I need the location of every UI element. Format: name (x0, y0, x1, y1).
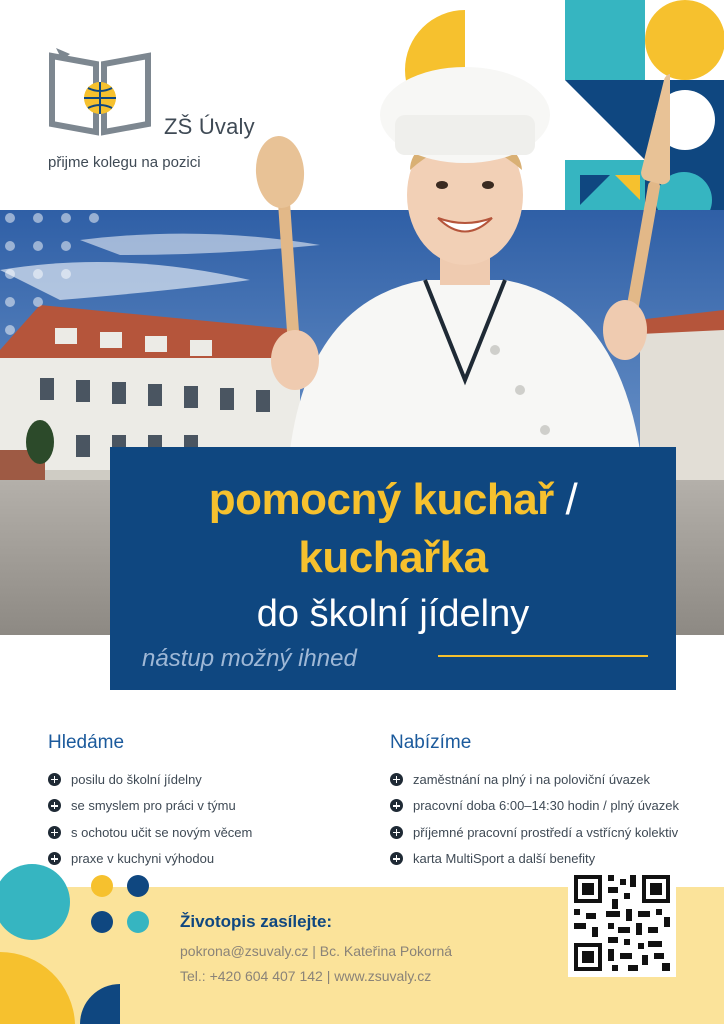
seeking-section (48, 732, 378, 872)
seeking-heading: Hledáme (48, 732, 125, 753)
start-note: nástup možný ihned (142, 645, 357, 672)
title-divider (438, 655, 648, 657)
list-item (390, 819, 720, 846)
cv-heading: Životopis zasílejte: (180, 912, 333, 931)
position-title-main: pomocný kuchař (208, 475, 554, 524)
title-slash: / (565, 475, 578, 524)
list-item-text: pracovní doba 6:00–14:30 hodin / plný úvazek (413, 798, 679, 814)
qr-code[interactable] (568, 869, 676, 977)
offering-list (390, 766, 720, 872)
plus-circle-icon (390, 773, 403, 786)
plus-circle-icon (48, 799, 61, 812)
position-title-line3: do školní jídelny (256, 593, 530, 635)
list-item (48, 766, 378, 793)
list-item (48, 819, 378, 846)
contact-email-line[interactable]: pokrona@zsuvaly.cz | Bc. Kateřina Pokorná (180, 943, 453, 959)
footer-decoration (0, 862, 170, 1024)
offering-heading: Nabízíme (390, 732, 472, 753)
list-item-text: zaměstnání na plný i na poloviční úvazek (413, 771, 651, 787)
plus-circle-icon (390, 852, 403, 865)
book-globe-logo (48, 48, 152, 136)
contact-info (180, 939, 452, 989)
list-item-text: příjemné pracovní prostředí a vstřícný kolektiv (413, 824, 679, 840)
position-title-box (110, 447, 676, 690)
list-item (48, 793, 378, 820)
list-item (390, 793, 720, 820)
position-title-line1 (110, 475, 676, 525)
offering-section (390, 732, 720, 872)
plus-circle-icon (48, 773, 61, 786)
seeking-list (48, 766, 378, 872)
plus-circle-icon (48, 826, 61, 839)
contact-phone-web-line[interactable]: Tel.: +420 604 407 142 | www.zsuvaly.cz (180, 968, 432, 984)
list-item-text: karta MultiSport a další benefity (413, 851, 596, 867)
list-item-text: posilu do školní jídelny (71, 771, 202, 787)
position-title-line2: kuchařka (298, 533, 488, 582)
hiring-subline: přijme kolegu na pozici (48, 154, 201, 171)
school-name: ZŠ Úvaly (164, 114, 255, 139)
list-item (390, 766, 720, 793)
list-item-text: s ochotou učit se novým věcem (71, 824, 253, 840)
plus-circle-icon (390, 799, 403, 812)
list-item-text: praxe v kuchyni výhodou (71, 851, 215, 867)
chef-figure (250, 60, 670, 460)
list-item-text: se smyslem pro práci v týmu (71, 798, 236, 814)
plus-circle-icon (390, 826, 403, 839)
